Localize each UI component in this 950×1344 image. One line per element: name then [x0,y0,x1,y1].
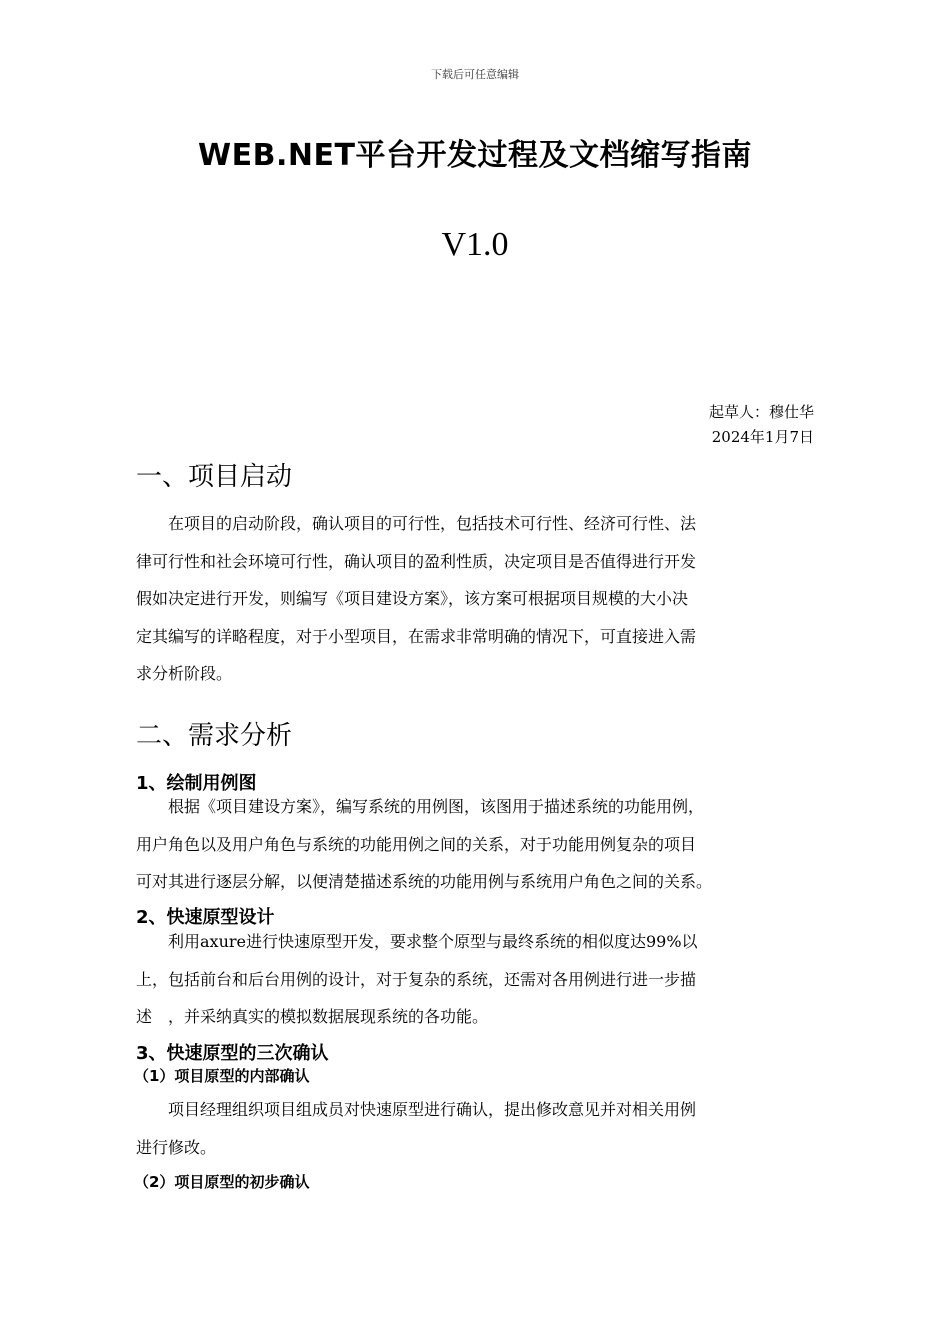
paragraph-line: 根据《项目建设方案》，编写系统的用例图，该图用于描述系统的功能用例， [136,797,705,816]
section-body-project-start [136,505,818,693]
section-heading-project-start: 一、项目启动 [136,462,293,492]
paragraph-line: 用户角色以及用户角色与系统的功能用例之间的关系，对于功能用例复杂的项目 [136,834,697,854]
item-heading-initial-confirmation: （2）项目原型的初步确认 [134,1173,310,1191]
subsection-heading-prototype: 2、快速原型设计 [136,907,275,928]
subsection-body-prototype [136,923,818,1036]
header-note: 下载后可任意编辑 [431,68,519,81]
document-title: WEB.NET平台开发过程及文档缩写指南 [198,138,752,173]
date-line: 2024年1月7日 [711,428,814,446]
paragraph-line: 求分析阶段。 [136,664,233,683]
paragraph-line: 在项目的启动阶段，确认项目的可行性，包括技术可行性、经济可行性、法 [136,514,697,533]
subsection-heading-confirmation: 3、快速原型的三次确认 [136,1043,329,1064]
paragraph-line: 述 ，并采纳真实的模拟数据展现系统的各功能。 [136,1007,489,1026]
subsection-heading-use-case: 1、绘制用例图 [136,773,257,794]
paragraph-line: 定其编写的详略程度，对于小型项目，在需求非常明确的情况下，可直接进入需 [136,626,697,646]
paragraph-line: 律可行性和社会环境可行性，确认项目的盈利性质，决定项目是否值得进行开发 [136,551,697,571]
paragraph-line: 利用axure进行快速原型开发，要求整个原型与最终系统的相似度达99%以 [136,932,698,951]
drafter-line: 起草人：穆仕华 [708,403,814,421]
section-heading-requirements: 二、需求分析 [136,721,293,751]
paragraph-line: 假如决定进行开发，则编写《项目建设方案》，该方案可根据项目规模的大小决 [136,589,689,608]
document-version: V1.0 [441,226,509,263]
item-body-internal-confirmation [136,1091,818,1166]
paragraph-line: 进行修改。 [136,1137,217,1157]
paragraph-line: 项目经理组织项目组成员对快速原型进行确认，提出修改意见并对相关用例 [136,1100,697,1119]
paragraph-line: 上，包括前台和后台用例的设计，对于复杂的系统，还需对各用例进行进一步描 [136,969,697,989]
item-heading-internal-confirmation: （1）项目原型的内部确认 [134,1067,310,1085]
subsection-body-use-case [136,788,818,901]
paragraph-line: 可对其进行逐层分解，以便清楚描述系统的功能用例与系统用户角色之间的关系。 [136,872,713,891]
